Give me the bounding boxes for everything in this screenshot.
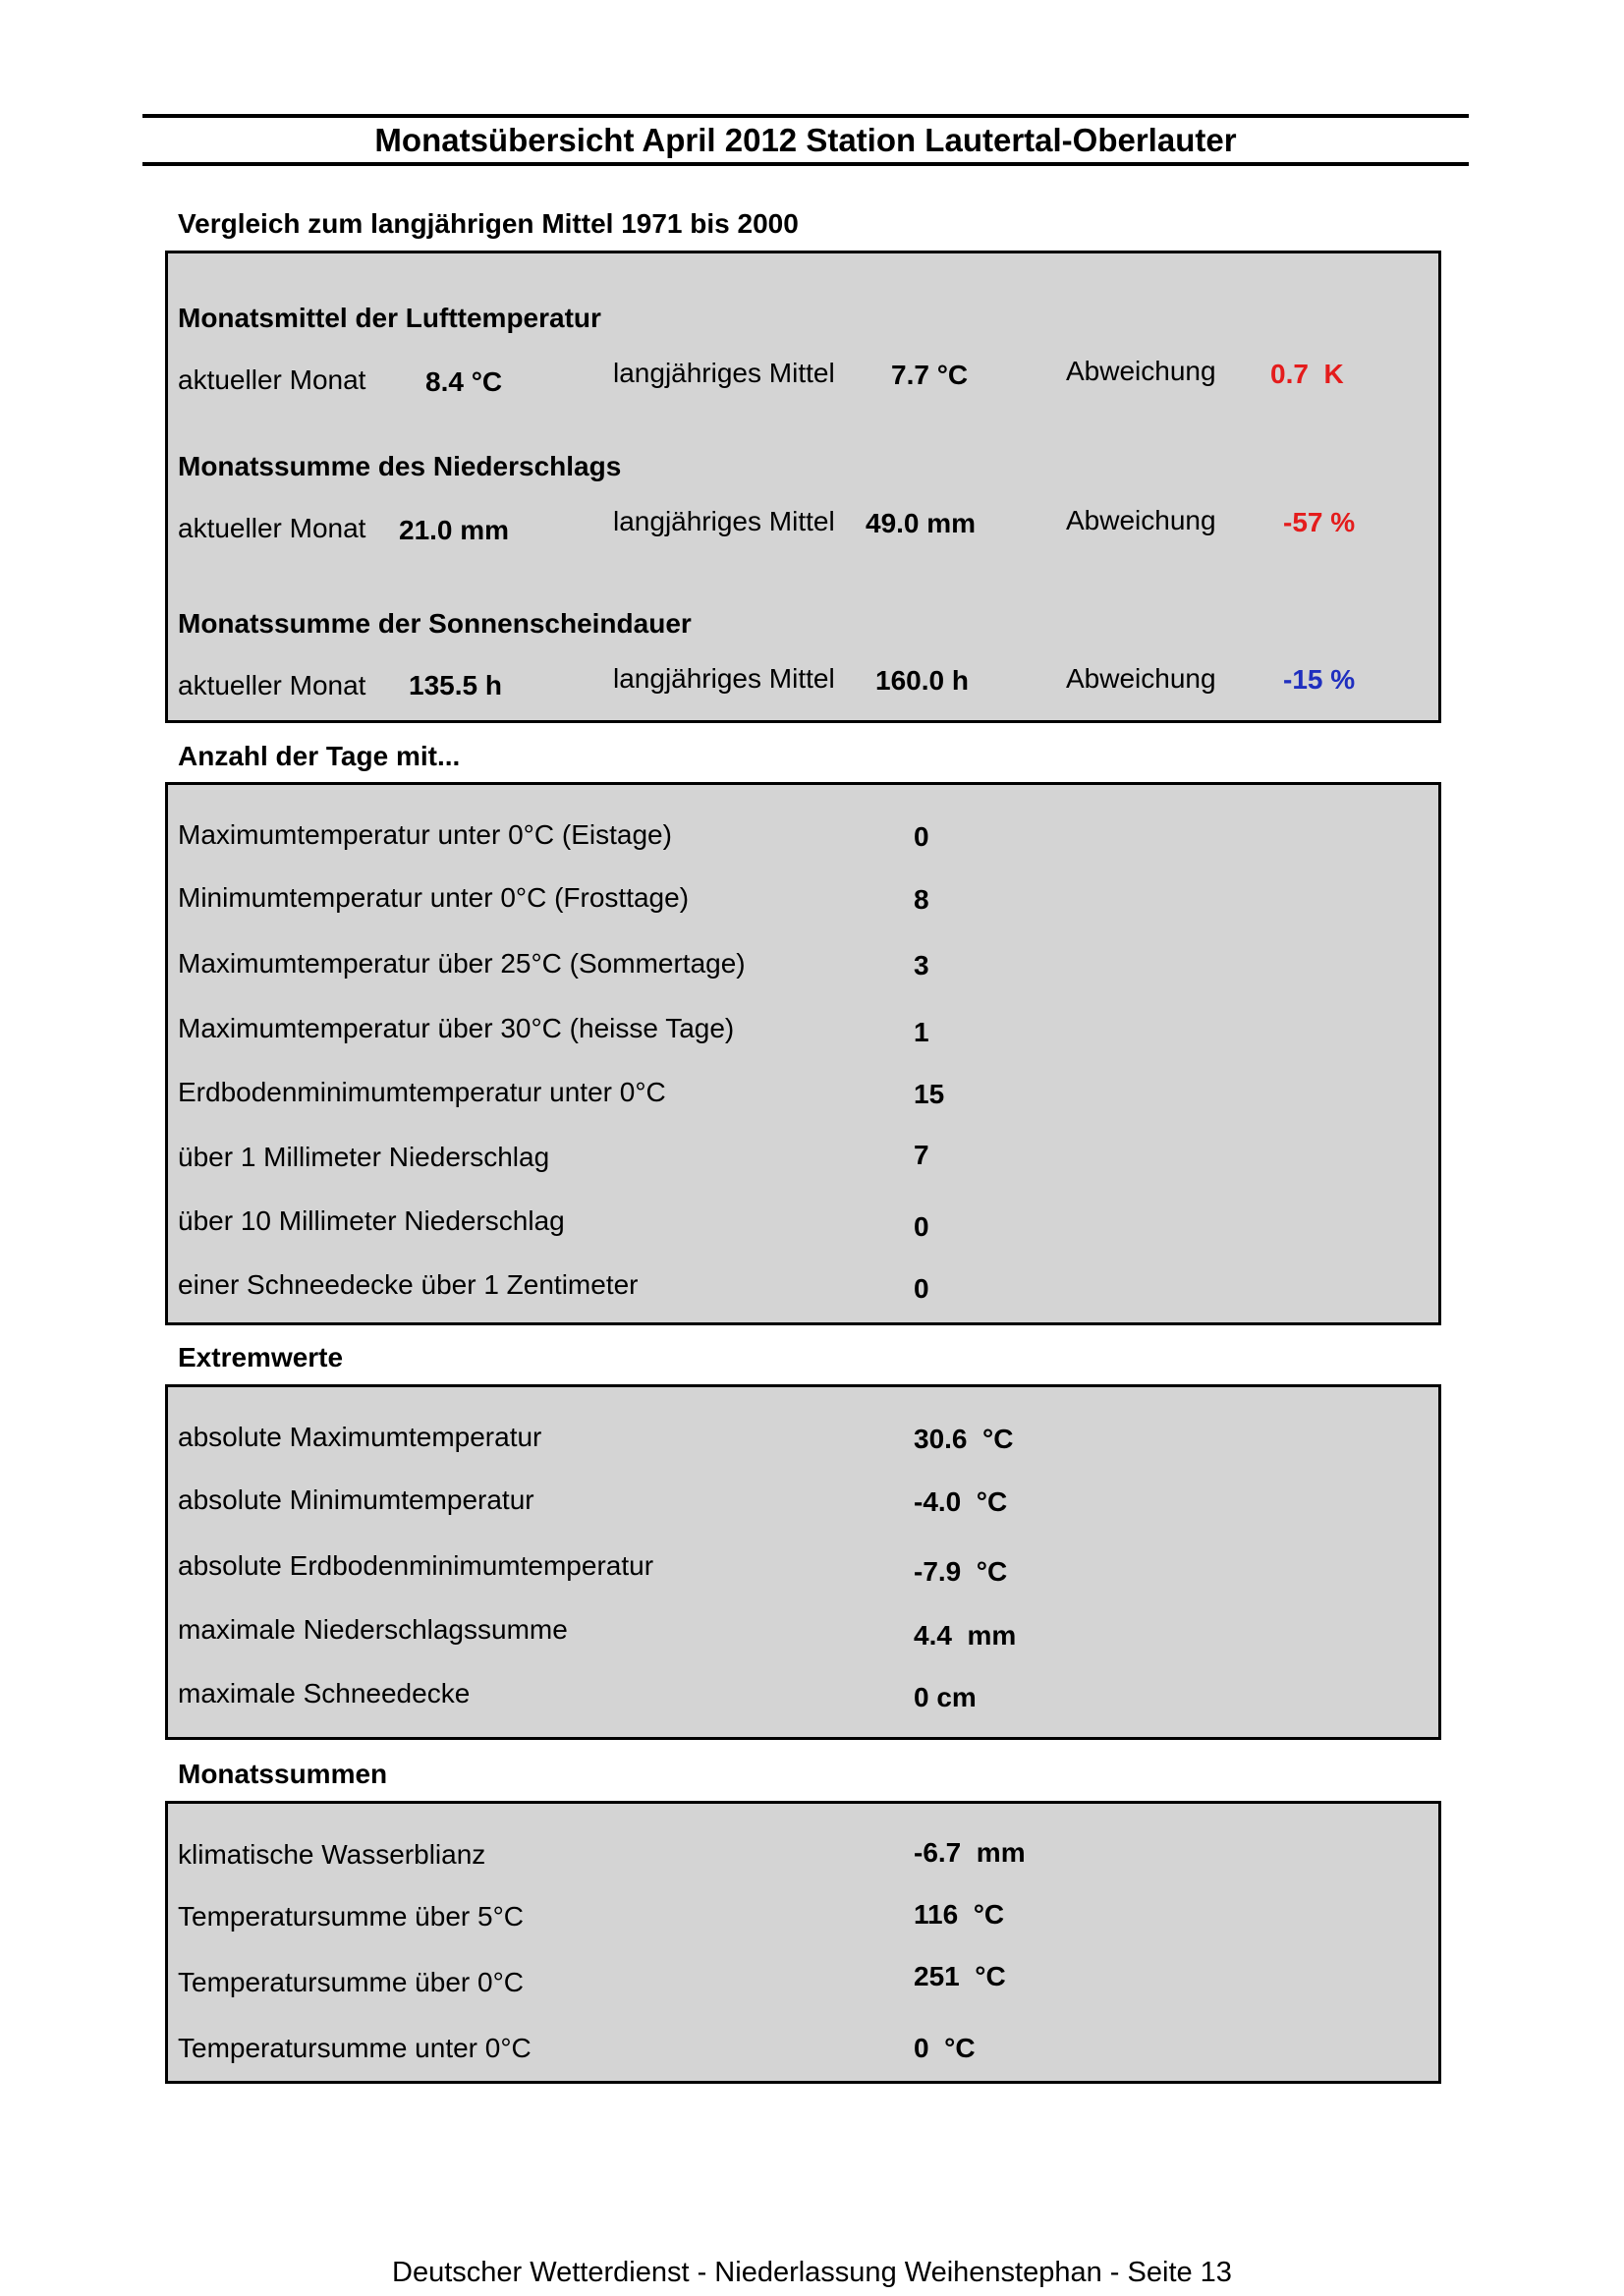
temperature-current-value: 8.4 °C <box>425 366 503 397</box>
days-row-value: 0 <box>914 821 929 852</box>
sunshine-current-label: aktueller Monat <box>178 670 366 700</box>
comparison-heading: Vergleich zum langjährigen Mittel 1971 bis 2000 <box>178 208 799 239</box>
extremes-row-value: -4.0 °C <box>914 1486 1008 1517</box>
sunshine-mean-value: 160.0 h <box>875 665 969 696</box>
days-row-value: 1 <box>914 1017 929 1047</box>
days-heading: Anzahl der Tage mit... <box>178 741 461 771</box>
temperature-current-label: aktueller Monat <box>178 364 366 395</box>
precipitation-mean-value: 49.0 mm <box>866 508 977 538</box>
extremes-row-value: 0 cm <box>914 1682 977 1712</box>
sums-heading: Monatssummen <box>178 1759 388 1789</box>
days-row-label: über 1 Millimeter Niederschlag <box>178 1142 550 1172</box>
precipitation-current-value: 21.0 mm <box>399 515 510 545</box>
precipitation-deviation-value: -57 % <box>1283 507 1356 537</box>
temperature-mean-value: 7.7 °C <box>891 360 969 390</box>
sunshine-deviation-value: -15 % <box>1283 664 1356 695</box>
extremes-row-label: maximale Schneedecke <box>178 1678 471 1708</box>
days-row-label: einer Schneedecke über 1 Zentimeter <box>178 1269 639 1300</box>
extremes-row-value: 30.6 °C <box>914 1424 1014 1454</box>
precipitation-deviation-label: Abweichung <box>1066 505 1216 535</box>
sunshine-heading: Monatssumme der Sonnenscheindauer <box>178 608 692 639</box>
temperature-deviation-value: 0.7 K <box>1270 359 1344 389</box>
sums-row-label: Temperatursumme über 0°C <box>178 1967 524 1997</box>
extremes-row-label: maximale Niederschlagssumme <box>178 1614 568 1645</box>
days-row-value: 15 <box>914 1079 945 1109</box>
extremes-row-label: absolute Maximumtemperatur <box>178 1422 542 1452</box>
days-row-value: 0 <box>914 1273 929 1304</box>
days-row-label: Maximumtemperatur unter 0°C (Eistage) <box>178 819 672 850</box>
title-rule-bottom <box>142 162 1469 166</box>
extremes-heading: Extremwerte <box>178 1342 344 1372</box>
precipitation-heading: Monatssumme des Niederschlags <box>178 451 622 481</box>
sums-row-value: 116 °C <box>914 1899 1005 1930</box>
page-title: Monatsübersicht April 2012 Station Lautertal-Oberlauter <box>374 122 1237 158</box>
sums-row-label: Temperatursumme unter 0°C <box>178 2033 532 2063</box>
days-row-value: 0 <box>914 1211 929 1242</box>
page-footer: Deutscher Wetterdienst - Niederlassung Weihenstephan - Seite 13 <box>392 2257 1232 2288</box>
sums-row-value: 251 °C <box>914 1961 1006 1991</box>
days-row-label: Maximumtemperatur über 30°C (heisse Tage) <box>178 1013 735 1043</box>
extremes-row-label: absolute Erdbodenminimumtemperatur <box>178 1550 654 1581</box>
days-row-label: Minimumtemperatur unter 0°C (Frosttage) <box>178 882 690 913</box>
days-row-label: Erdbodenminimumtemperatur unter 0°C <box>178 1077 666 1107</box>
precipitation-mean-label: langjähriges Mittel <box>613 506 835 536</box>
days-row-value: 3 <box>914 950 929 980</box>
extremes-row-label: absolute Minimumtemperatur <box>178 1484 534 1515</box>
extremes-row-value: 4.4 mm <box>914 1620 1017 1651</box>
temperature-deviation-label: Abweichung <box>1066 356 1216 386</box>
sums-row-value: -6.7 mm <box>914 1837 1026 1868</box>
days-row-value: 8 <box>914 884 929 915</box>
days-row-value: 7 <box>914 1140 929 1170</box>
sums-row-label: Temperatursumme über 5°C <box>178 1901 524 1932</box>
sunshine-current-value: 135.5 h <box>409 670 502 700</box>
temperature-heading: Monatsmittel der Lufttemperatur <box>178 303 601 333</box>
sunshine-deviation-label: Abweichung <box>1066 663 1216 694</box>
days-row-label: über 10 Millimeter Niederschlag <box>178 1205 565 1236</box>
sums-row-label: klimatische Wasserblianz <box>178 1839 486 1870</box>
title-rule-top <box>142 114 1469 118</box>
sunshine-mean-label: langjähriges Mittel <box>613 663 835 694</box>
sums-row-value: 0 °C <box>914 2033 976 2063</box>
days-row-label: Maximumtemperatur über 25°C (Sommertage) <box>178 948 746 979</box>
temperature-mean-label: langjähriges Mittel <box>613 358 835 388</box>
extremes-row-value: -7.9 °C <box>914 1556 1008 1587</box>
precipitation-current-label: aktueller Monat <box>178 513 366 543</box>
days-box <box>165 782 1441 1325</box>
